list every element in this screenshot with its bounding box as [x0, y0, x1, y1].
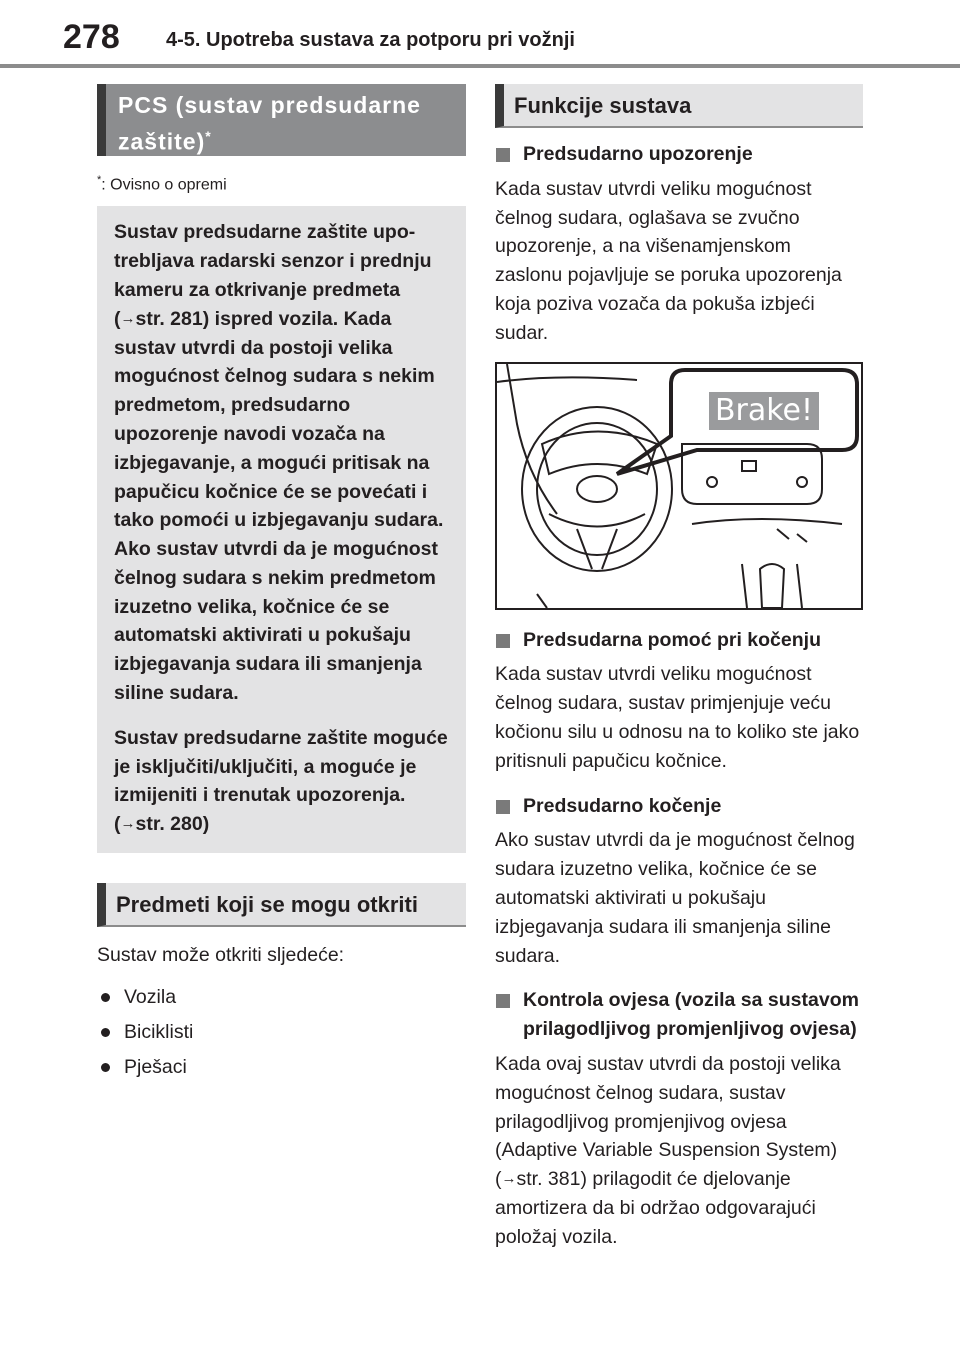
console-sides	[742, 564, 802, 608]
sub-heading-text: Predsudarno upozorenje	[523, 143, 753, 165]
horn-emblem	[577, 476, 617, 502]
knob-right	[797, 477, 807, 487]
sub-heading-text: Predsudarna pomoć pri kočenju	[523, 628, 821, 651]
page-header	[0, 0, 960, 68]
detect-intro: Sustav može otkriti sljedeće:	[97, 944, 345, 967]
dash-contour	[692, 519, 842, 524]
info-p2-text-a: Sustav predsudarne zaštite moguće je isključiti/uključiti, a moguće je izmijeniti i trenutak upozorenja. (	[114, 726, 448, 836]
steering-wheel-inner	[537, 423, 657, 555]
right-arrow-icon: →	[501, 1170, 517, 1188]
info-p1-text-b: ) ispred vozila. Kada sustav utvrdi da postoji velika mogućnost čelnog sudara s nekim predmetom, predsudarno upozorenje navodi vozača na izbjegavanje, a mogući pritisak na papučicu kočnice će se povećati i tako pomoći u izbjegavanju sudara. Ako sustav utvrdi da je mogućnost čelnog sudara s nekim predmetom izuzetno velika, kočnice će se automatski aktivirati u pokušaju izbjegavanja sudara ili smanjenja siline sudara.	[114, 307, 444, 705]
dashboard-edge	[497, 377, 637, 382]
brake-assist-paragraph: Kada sustav utvrdi veliku mogućnost čelnog sudara, sustav primjenjuje veću kočionu silu u odnosu na to koliko ste jako pritisnuli papučicu kočnice.	[495, 663, 860, 772]
right-arrow-icon: →	[120, 309, 136, 327]
sub-heading-braking	[495, 792, 863, 821]
running-title: 4-5. Upotreba sustava za potporu pri vožnji	[166, 29, 575, 51]
sub-heading-warning	[495, 140, 863, 169]
functions-section-heading: Funkcije sustava	[495, 84, 863, 128]
header-divider	[0, 64, 960, 68]
info-paragraph-2	[114, 724, 449, 839]
wheel-spoke	[549, 514, 645, 527]
hazard-button	[742, 461, 756, 471]
right-column	[495, 84, 863, 1252]
list-item: Pješaci	[97, 1050, 466, 1085]
sub-heading-text: Predsudarno kočenje	[523, 794, 722, 817]
footnote-star: *	[97, 174, 102, 186]
braking-paragraph: Ako sustav utvrdi da je mogućnost čelnog sudara izuzetno velika, kočnice će se automatski aktivirati u pokušaju izbjegavanja sudara ili smanjenja siline sudara.	[495, 829, 855, 967]
pcs-section-title: PCS (sustav predsudarne zaštite)	[118, 92, 421, 155]
knob-left	[707, 477, 717, 487]
detect-list	[97, 980, 466, 1085]
info-p1-ref[interactable]: str. 281	[135, 307, 203, 330]
console-line	[537, 594, 547, 608]
a-pillar	[507, 364, 557, 514]
brake-warning-message: Brake!	[709, 392, 819, 430]
suspension-paragraph	[495, 1050, 863, 1252]
left-column	[97, 84, 466, 1085]
page-number: 278	[63, 18, 120, 56]
wheel-lower-spoke	[577, 529, 617, 569]
pcs-info-box	[97, 206, 466, 853]
detect-section-heading: Predmeti koji se mogu otkriti	[97, 883, 466, 927]
list-item: Vozila	[97, 980, 466, 1015]
sub-heading-suspension	[495, 986, 863, 1044]
info-p1-text-a: Sustav predsudarne zaštite upotrebljava radarski senzor i prednju kameru za otkrivanje predmeta (	[114, 221, 432, 330]
footnote	[97, 174, 466, 194]
right-arrow-icon: →	[120, 815, 136, 833]
square-icon	[496, 634, 510, 648]
footnote-marker: *	[205, 128, 212, 144]
info-paragraph-1	[114, 218, 449, 708]
suspension-ref[interactable]: str. 381	[516, 1168, 581, 1191]
square-icon	[496, 148, 510, 162]
sub-heading-brake-assist	[495, 626, 863, 655]
sub-heading-text: Kontrola ovjesa (vozila sa sustavom prilagodljivog promjenljivog ovjesa)	[523, 989, 859, 1041]
warning-paragraph: Kada sustav utvrdi veliku mogućnost čelnog sudara, oglašava se zvučno upozorenje, a na višenamjenskom zaslonu pojavljuje se poruka upozorenja koja poziva vozača da pokuša izbjeći sudar.	[495, 177, 842, 344]
info-p2-text-b: )	[202, 813, 210, 836]
suspension-text-a: Kada ovaj sustav utvrdi da postoji velika mogućnost čelnog sudara, sustav prilagodljivog promjenjivog ovjesa (Adaptive Variable Suspension System) (	[495, 1052, 841, 1191]
vent-lines	[777, 529, 807, 542]
gear-shifter	[760, 564, 784, 608]
info-p2-ref[interactable]: str. 280	[135, 813, 203, 836]
list-item: Biciklisti	[97, 1015, 466, 1050]
square-icon	[496, 994, 510, 1008]
square-icon	[496, 800, 510, 814]
dashboard-illustration	[495, 362, 863, 610]
pcs-section-heading	[97, 84, 466, 156]
center-display	[682, 444, 822, 504]
suspension-text-b: ) prilagodit će djelovanje amortizera da bi održao odgovarajući položaj vozila.	[495, 1168, 816, 1248]
footnote-text: : Ovisno o opremi	[101, 176, 227, 194]
